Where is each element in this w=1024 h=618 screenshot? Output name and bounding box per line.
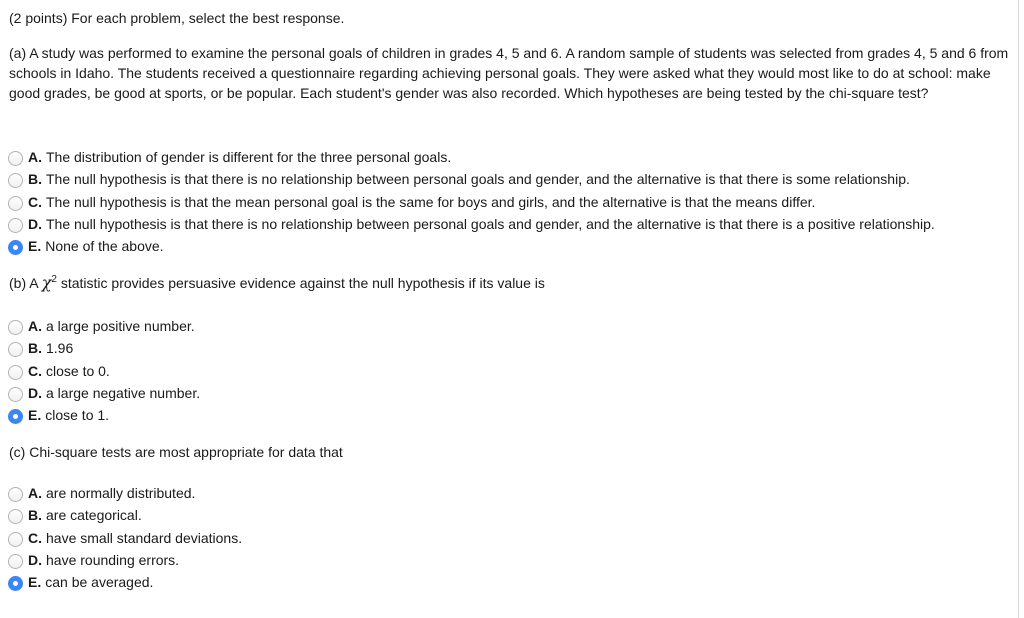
option-letter: B.: [28, 171, 42, 188]
prompt-suffix: statistic provides persuasive evidence against the null hypothesis if its value is: [56, 275, 545, 291]
question-c-prompt: (c) Chi-square tests are most appropriate for data that: [9, 444, 343, 460]
question-a-options: [8, 146, 1008, 257]
option-text: have small standard deviations.: [46, 529, 243, 546]
radio-button[interactable]: [8, 409, 23, 424]
radio-button[interactable]: [8, 532, 23, 547]
radio-button[interactable]: [8, 196, 23, 211]
radio-button[interactable]: [8, 554, 23, 569]
question-c-option-d[interactable]: [8, 549, 1008, 571]
question-a-option-b[interactable]: [8, 168, 1008, 190]
radio-button[interactable]: [8, 342, 23, 357]
option-text: None of the above.: [45, 238, 164, 255]
option-text: are categorical.: [46, 507, 142, 524]
option-text: have rounding errors.: [46, 552, 180, 569]
question-b-prompt: [9, 273, 1009, 293]
exponent: 2: [51, 274, 57, 285]
option-text: can be averaged.: [45, 574, 154, 591]
radio-button[interactable]: [8, 576, 23, 591]
option-letter: C.: [28, 193, 42, 210]
question-c-option-e[interactable]: [8, 571, 1008, 593]
option-letter: B.: [28, 507, 42, 524]
option-text: The null hypothesis is that there is no relationship between personal goals and gender, and the alternative is that there is some relationship.: [46, 171, 910, 188]
question-a-option-a[interactable]: [8, 146, 1008, 168]
option-letter: A.: [28, 485, 42, 502]
question-c-options: [8, 482, 1008, 593]
question-a-option-e[interactable]: [8, 235, 1008, 257]
radio-button[interactable]: [8, 487, 23, 502]
question-a-prompt: (a) A study was performed to examine the personal goals of children in grades 4, 5 and 6. A random sample of students was selected from grades 4, 5 and 6 from schools in Idaho. The students received a questionnaire regarding achieving personal goals. They were asked what they would most like to do at school: make good grades, be good at sports, or be popular. Each student's gender was also recorded. Which hypotheses are being tested by the chi-square test?: [9, 45, 1009, 101]
question-a-option-d[interactable]: [8, 213, 1008, 235]
option-letter: B.: [28, 340, 42, 357]
option-letter: E.: [28, 238, 42, 255]
question-b-option-e[interactable]: [8, 404, 1008, 426]
option-letter: E.: [28, 407, 42, 424]
radio-button[interactable]: [8, 173, 23, 188]
option-text: are normally distributed.: [46, 485, 196, 502]
radio-button[interactable]: [8, 151, 23, 166]
question-b-option-d[interactable]: [8, 382, 1008, 404]
option-letter: E.: [28, 574, 42, 591]
radio-button[interactable]: [8, 509, 23, 524]
option-letter: D.: [28, 552, 42, 569]
option-letter: C.: [28, 529, 42, 546]
option-text: 1.96: [46, 340, 74, 357]
radio-button[interactable]: [8, 240, 23, 255]
radio-button[interactable]: [8, 218, 23, 233]
option-letter: A.: [28, 318, 42, 335]
option-text: close to 1.: [45, 407, 110, 424]
question-b-option-c[interactable]: [8, 360, 1008, 382]
question-c-option-a[interactable]: [8, 482, 1008, 504]
option-letter: D.: [28, 216, 42, 233]
option-text: The null hypothesis is that the mean personal goal is the same for boys and girls, and the alternative is that the means differ.: [46, 193, 816, 210]
instructions-text: (2 points) For each problem, select the best response.: [9, 10, 345, 26]
option-letter: C.: [28, 362, 42, 379]
chi-symbol: χ: [41, 273, 52, 292]
option-text: a large negative number.: [46, 385, 201, 402]
question-a-option-c[interactable]: [8, 191, 1008, 213]
radio-button[interactable]: [8, 387, 23, 402]
radio-button[interactable]: [8, 365, 23, 380]
option-text: close to 0.: [46, 362, 110, 379]
question-c-option-c[interactable]: [8, 527, 1008, 549]
question-c-option-b[interactable]: [8, 504, 1008, 526]
prompt-prefix: (b) A: [9, 275, 42, 291]
option-text: The distribution of gender is different for the three personal goals.: [46, 149, 452, 166]
option-letter: D.: [28, 385, 42, 402]
option-text: The null hypothesis is that there is no relationship between personal goals and gender, and the alternative is that there is a positive relationship.: [46, 216, 935, 233]
option-letter: A.: [28, 149, 42, 166]
question-b-option-a[interactable]: [8, 315, 1008, 337]
question-b-option-b[interactable]: [8, 337, 1008, 359]
option-text: a large positive number.: [46, 318, 195, 335]
question-b-options: [8, 315, 1008, 426]
radio-button[interactable]: [8, 320, 23, 335]
